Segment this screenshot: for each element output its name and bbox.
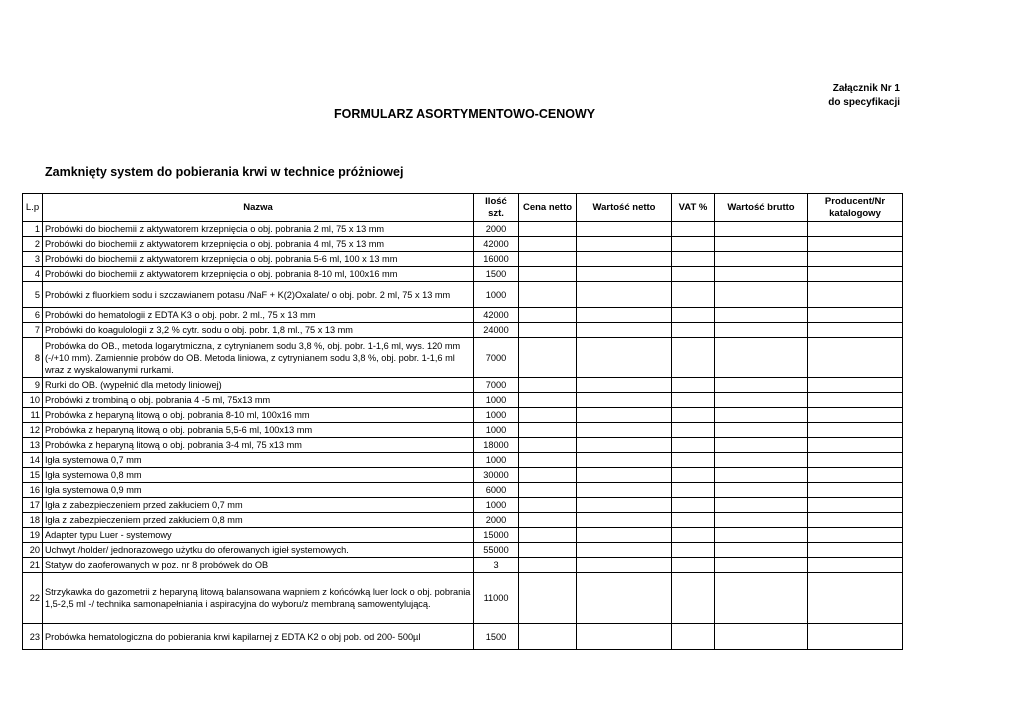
cell-qty: 1000: [474, 393, 519, 408]
price-table: [22, 193, 903, 650]
cell-lp: 12: [23, 423, 43, 438]
cell-vat[interactable]: [672, 558, 715, 573]
cell-producer[interactable]: [808, 222, 903, 237]
cell-gross-value[interactable]: [715, 483, 808, 498]
table-row: [23, 624, 903, 650]
cell-qty: 55000: [474, 543, 519, 558]
cell-producer[interactable]: [808, 267, 903, 282]
cell-lp: 13: [23, 438, 43, 453]
cell-qty: 1000: [474, 408, 519, 423]
cell-lp: 19: [23, 528, 43, 543]
cell-gross-value[interactable]: [715, 498, 808, 513]
cell-lp: 20: [23, 543, 43, 558]
cell-net-value[interactable]: [577, 282, 672, 308]
cell-net-value[interactable]: [577, 308, 672, 323]
cell-qty: 42000: [474, 237, 519, 252]
table-row: [23, 222, 903, 237]
cell-lp: 22: [23, 573, 43, 624]
col-header-producer-line2: katalogowy: [829, 207, 881, 219]
col-header-gross-value: Wartość brutto: [715, 194, 808, 222]
col-header-net-price: Cena netto: [519, 194, 577, 222]
cell-lp: 4: [23, 267, 43, 282]
cell-gross-value[interactable]: [715, 624, 808, 650]
cell-name: Igła z zabezpieczeniem przed zakłuciem 0,7 mm: [43, 498, 474, 513]
table-row: [23, 267, 903, 282]
attachment-reference: do specyfikacji: [828, 97, 900, 108]
cell-net-price[interactable]: [519, 267, 577, 282]
cell-net-price[interactable]: [519, 308, 577, 323]
table-header-row: [23, 194, 903, 222]
cell-net-value[interactable]: [577, 323, 672, 338]
col-header-producer-line1: Producent/Nr: [824, 195, 886, 207]
table-row: [23, 438, 903, 453]
cell-net-price[interactable]: [519, 624, 577, 650]
table-row: [23, 323, 903, 338]
cell-producer[interactable]: [808, 468, 903, 483]
cell-qty: 3: [474, 558, 519, 573]
cell-lp: 21: [23, 558, 43, 573]
cell-lp: 7: [23, 323, 43, 338]
cell-name: Probówki do biochemii z aktywatorem krzepnięcia o obj. pobrania 2 ml, 75 x 13 mm: [43, 222, 474, 237]
cell-qty: 6000: [474, 483, 519, 498]
table-row: [23, 483, 903, 498]
cell-vat[interactable]: [672, 468, 715, 483]
cell-lp: 14: [23, 453, 43, 468]
cell-net-price[interactable]: [519, 378, 577, 393]
cell-net-price[interactable]: [519, 338, 577, 378]
cell-lp: 23: [23, 624, 43, 650]
cell-net-value[interactable]: [577, 483, 672, 498]
table-row: [23, 237, 903, 252]
cell-gross-value[interactable]: [715, 237, 808, 252]
cell-net-value[interactable]: [577, 468, 672, 483]
cell-gross-value[interactable]: [715, 573, 808, 624]
cell-qty: 1000: [474, 453, 519, 468]
cell-net-value[interactable]: [577, 543, 672, 558]
cell-vat[interactable]: [672, 308, 715, 323]
cell-qty: 16000: [474, 252, 519, 267]
cell-name: Probówki do hematologii z EDTA K3 o obj. pobr. 2 ml., 75 x 13 mm: [43, 308, 474, 323]
cell-gross-value[interactable]: [715, 252, 808, 267]
cell-gross-value[interactable]: [715, 222, 808, 237]
cell-net-value[interactable]: [577, 558, 672, 573]
cell-producer[interactable]: [808, 498, 903, 513]
cell-qty: 7000: [474, 378, 519, 393]
cell-net-price[interactable]: [519, 573, 577, 624]
cell-net-price[interactable]: [519, 483, 577, 498]
table-row: [23, 558, 903, 573]
cell-name: Uchwyt /holder/ jednorazowego użytku do oferowanych igieł systemowych.: [43, 543, 474, 558]
cell-vat[interactable]: [672, 543, 715, 558]
cell-producer[interactable]: [808, 408, 903, 423]
cell-gross-value[interactable]: [715, 543, 808, 558]
cell-vat[interactable]: [672, 378, 715, 393]
cell-vat[interactable]: [672, 498, 715, 513]
cell-lp: 16: [23, 483, 43, 498]
cell-qty: 18000: [474, 438, 519, 453]
cell-name: Rurki do OB. (wypełnić dla metody liniowej): [43, 378, 474, 393]
cell-gross-value[interactable]: [715, 282, 808, 308]
cell-net-value[interactable]: [577, 624, 672, 650]
cell-net-value[interactable]: [577, 408, 672, 423]
cell-net-value[interactable]: [577, 573, 672, 624]
cell-producer[interactable]: [808, 393, 903, 408]
cell-net-value[interactable]: [577, 267, 672, 282]
cell-name: Igła systemowa 0,8 mm: [43, 468, 474, 483]
cell-qty: 1500: [474, 624, 519, 650]
cell-vat[interactable]: [672, 624, 715, 650]
cell-name: Adapter typu Luer - systemowy: [43, 528, 474, 543]
cell-net-value[interactable]: [577, 498, 672, 513]
table-row: [23, 423, 903, 438]
cell-producer[interactable]: [808, 483, 903, 498]
cell-qty: 1500: [474, 267, 519, 282]
cell-gross-value[interactable]: [715, 558, 808, 573]
cell-name: Probówki do biochemii z aktywatorem krzepnięcia o obj. pobrania 8-10 ml, 100x16 mm: [43, 267, 474, 282]
cell-net-price[interactable]: [519, 408, 577, 423]
cell-lp: 9: [23, 378, 43, 393]
table-row: [23, 543, 903, 558]
cell-name: Igła systemowa 0,7 mm: [43, 453, 474, 468]
cell-vat[interactable]: [672, 408, 715, 423]
cell-net-price[interactable]: [519, 498, 577, 513]
cell-qty: 2000: [474, 222, 519, 237]
col-header-lp: L.p: [23, 194, 43, 222]
cell-producer[interactable]: [808, 573, 903, 624]
cell-producer[interactable]: [808, 438, 903, 453]
cell-vat[interactable]: [672, 453, 715, 468]
cell-gross-value[interactable]: [715, 338, 808, 378]
cell-lp: 17: [23, 498, 43, 513]
cell-producer[interactable]: [808, 323, 903, 338]
cell-producer[interactable]: [808, 378, 903, 393]
cell-gross-value[interactable]: [715, 323, 808, 338]
cell-qty: 1000: [474, 282, 519, 308]
cell-producer[interactable]: [808, 308, 903, 323]
cell-lp: 8: [23, 338, 43, 378]
table-row: [23, 338, 903, 378]
cell-net-value[interactable]: [577, 393, 672, 408]
cell-net-price[interactable]: [519, 543, 577, 558]
cell-name: Probówka do OB., metoda logarytmiczna, z cytrynianem sodu 3,8 %, obj. pobr. 1-1,6 ml, wys. 120 mm (-/+10 mm). Zamiennie probów do OB. Metoda liniowa, z cytrynianem sodu 3,8 %, obj. pobr. 1-1,6 ml wraz z wyskalowanymi rurkami.: [43, 338, 474, 378]
cell-producer[interactable]: [808, 624, 903, 650]
cell-producer[interactable]: [808, 282, 903, 308]
cell-net-value[interactable]: [577, 513, 672, 528]
cell-net-value[interactable]: [577, 222, 672, 237]
cell-net-value[interactable]: [577, 453, 672, 468]
cell-net-price[interactable]: [519, 252, 577, 267]
col-header-producer: [808, 194, 903, 222]
table-row: [23, 453, 903, 468]
cell-gross-value[interactable]: [715, 408, 808, 423]
cell-qty: 1000: [474, 423, 519, 438]
cell-lp: 2: [23, 237, 43, 252]
table-row: [23, 378, 903, 393]
cell-vat[interactable]: [672, 237, 715, 252]
cell-name: Probówki z fluorkiem sodu i szczawianem potasu /NaF + K(2)Oxalate/ o obj. pobr. 2 ml, 75 x 13 mm: [43, 282, 474, 308]
cell-vat[interactable]: [672, 267, 715, 282]
cell-lp: 11: [23, 408, 43, 423]
cell-gross-value[interactable]: [715, 267, 808, 282]
cell-producer[interactable]: [808, 423, 903, 438]
col-header-qty-line1: Ilość: [485, 195, 507, 207]
cell-producer[interactable]: [808, 237, 903, 252]
cell-gross-value[interactable]: [715, 308, 808, 323]
cell-net-price[interactable]: [519, 453, 577, 468]
cell-name: Probówki do biochemii z aktywatorem krzepnięcia o obj. pobrania 4 ml, 75 x 13 mm: [43, 237, 474, 252]
cell-vat[interactable]: [672, 423, 715, 438]
cell-name: Probówki z trombiną o obj. pobrania 4 -5 ml, 75x13 mm: [43, 393, 474, 408]
cell-net-price[interactable]: [519, 423, 577, 438]
cell-vat[interactable]: [672, 338, 715, 378]
cell-vat[interactable]: [672, 222, 715, 237]
form-title: FORMULARZ ASORTYMENTOWO-CENOWY: [334, 107, 596, 121]
cell-net-price[interactable]: [519, 393, 577, 408]
cell-net-value[interactable]: [577, 338, 672, 378]
cell-lp: 6: [23, 308, 43, 323]
cell-name: Igła z zabezpieczeniem przed zakłuciem 0,8 mm: [43, 513, 474, 528]
cell-vat[interactable]: [672, 282, 715, 308]
table-row: [23, 282, 903, 308]
cell-producer[interactable]: [808, 558, 903, 573]
cell-name: Strzykawka do gazometrii z heparyną litową balansowana wapniem z końcówką luer lock o obj. pobrania 1,5-2,5 ml -/ technika samonapełniania i aspiracyjna do wyboru/z membraną samowentylującą.: [43, 573, 474, 624]
cell-vat[interactable]: [672, 323, 715, 338]
cell-vat[interactable]: [672, 513, 715, 528]
cell-producer[interactable]: [808, 338, 903, 378]
cell-net-price[interactable]: [519, 513, 577, 528]
cell-vat[interactable]: [672, 393, 715, 408]
cell-lp: 18: [23, 513, 43, 528]
cell-net-price[interactable]: [519, 558, 577, 573]
col-header-qty-line2: szt.: [488, 207, 504, 219]
cell-vat[interactable]: [672, 573, 715, 624]
cell-net-price[interactable]: [519, 237, 577, 252]
col-header-qty: [474, 194, 519, 222]
cell-net-price[interactable]: [519, 468, 577, 483]
table-row: [23, 393, 903, 408]
cell-qty: 30000: [474, 468, 519, 483]
section-title: Zamknięty system do pobierania krwi w technice próżniowej: [45, 165, 404, 179]
cell-name: Probówka z heparyną litową o obj. pobrania 5,5-6 ml, 100x13 mm: [43, 423, 474, 438]
cell-net-price[interactable]: [519, 323, 577, 338]
cell-producer[interactable]: [808, 543, 903, 558]
cell-qty: 7000: [474, 338, 519, 378]
cell-net-price[interactable]: [519, 528, 577, 543]
table-row: [23, 252, 903, 267]
col-header-vat: VAT %: [672, 194, 715, 222]
table-row: [23, 468, 903, 483]
cell-net-value[interactable]: [577, 423, 672, 438]
table-row: [23, 573, 903, 624]
cell-producer[interactable]: [808, 528, 903, 543]
cell-net-value[interactable]: [577, 438, 672, 453]
cell-net-price[interactable]: [519, 222, 577, 237]
cell-net-value[interactable]: [577, 378, 672, 393]
cell-vat[interactable]: [672, 483, 715, 498]
cell-qty: 42000: [474, 308, 519, 323]
cell-lp: 15: [23, 468, 43, 483]
cell-qty: 15000: [474, 528, 519, 543]
cell-gross-value[interactable]: [715, 468, 808, 483]
col-header-net-value: Wartość netto: [577, 194, 672, 222]
table-row: [23, 513, 903, 528]
table-row: [23, 498, 903, 513]
cell-net-price[interactable]: [519, 438, 577, 453]
col-header-name: Nazwa: [43, 194, 474, 222]
cell-net-value[interactable]: [577, 237, 672, 252]
cell-vat[interactable]: [672, 438, 715, 453]
cell-name: Probówki do koagulologii z 3,2 % cytr. sodu o obj. pobr. 1,8 ml., 75 x 13 mm: [43, 323, 474, 338]
cell-gross-value[interactable]: [715, 438, 808, 453]
cell-gross-value[interactable]: [715, 393, 808, 408]
cell-gross-value[interactable]: [715, 423, 808, 438]
attachment-note: [828, 82, 900, 110]
table-row: [23, 528, 903, 543]
cell-net-price[interactable]: [519, 282, 577, 308]
table-row: [23, 308, 903, 323]
cell-gross-value[interactable]: [715, 378, 808, 393]
cell-name: Statyw do zaoferowanych w poz. nr 8 probówek do OB: [43, 558, 474, 573]
cell-name: Probówka z heparyną litową o obj. pobrania 3-4 ml, 75 x13 mm: [43, 438, 474, 453]
cell-vat[interactable]: [672, 252, 715, 267]
cell-qty: 24000: [474, 323, 519, 338]
cell-qty: 1000: [474, 498, 519, 513]
cell-lp: 1: [23, 222, 43, 237]
cell-producer[interactable]: [808, 453, 903, 468]
table-body: [23, 222, 903, 650]
cell-gross-value[interactable]: [715, 513, 808, 528]
cell-producer[interactable]: [808, 513, 903, 528]
cell-gross-value[interactable]: [715, 453, 808, 468]
cell-producer[interactable]: [808, 252, 903, 267]
cell-qty: 2000: [474, 513, 519, 528]
cell-name: Probówka z heparyną litową o obj. pobrania 8-10 ml, 100x16 mm: [43, 408, 474, 423]
table-row: [23, 408, 903, 423]
cell-vat[interactable]: [672, 528, 715, 543]
cell-lp: 10: [23, 393, 43, 408]
cell-lp: 5: [23, 282, 43, 308]
cell-net-value[interactable]: [577, 252, 672, 267]
cell-name: Probówki do biochemii z aktywatorem krzepnięcia o obj. pobrania 5-6 ml, 100 x 13 mm: [43, 252, 474, 267]
cell-qty: 11000: [474, 573, 519, 624]
cell-gross-value[interactable]: [715, 528, 808, 543]
cell-name: Igła systemowa 0,9 mm: [43, 483, 474, 498]
cell-net-value[interactable]: [577, 528, 672, 543]
attachment-number: Załącznik Nr 1: [832, 83, 900, 94]
cell-lp: 3: [23, 252, 43, 267]
cell-name: Probówka hematologiczna do pobierania krwi kapilarnej z EDTA K2 o obj pob. od 200- 500µl: [43, 624, 474, 650]
